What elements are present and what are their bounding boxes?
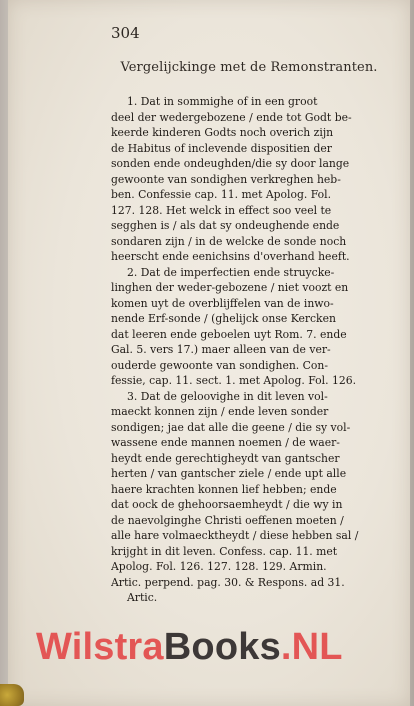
text-line: ben. Confessie cap. 11. met Apolog. Fol.	[111, 188, 332, 201]
text-line: gewoonte van sondighen verkreghen heb-	[111, 172, 341, 186]
text-line: sonden ende ondeughden/die sy door lange	[111, 157, 350, 170]
book-page	[8, 0, 410, 706]
text-line: de naevolginghe Christi oeffenen moeten /	[111, 513, 344, 527]
text-line: 1. Dat in sommighe of in een groot	[127, 95, 318, 108]
watermark-part: Wilstra	[36, 626, 164, 668]
text-line: sondigen; jae dat alle die geene / die sy vol-	[111, 420, 351, 434]
text-line: maeckt konnen zijn / ende leven sonder	[111, 405, 329, 418]
watermark-part: .NL	[280, 626, 343, 668]
text-line: segghen is / als dat sy ondeughende ende	[111, 219, 340, 232]
text-line: komen uyt de overblijffelen van de inwo-	[111, 296, 334, 310]
text-line: nende Erf-sonde / (ghelijck onse Kercken	[111, 312, 336, 325]
text-line: dat oock de ghehoorsaemheydt / die wy in	[111, 498, 343, 511]
text-line: sondaren zijn / in de welcke de sonde noch	[111, 234, 347, 248]
text-line: 127. 128. Het welck in effect soo veel te	[111, 203, 332, 217]
watermark	[36, 626, 343, 669]
text-line: keerde kinderen Godts noch overich zijn	[111, 126, 334, 139]
text-line: linghen der weder-gebozene / niet voozt en	[111, 281, 349, 294]
text-line: heerscht ende eenichsins d'overhand heeft.	[111, 250, 350, 263]
text-line: herten / van gantscher ziele / ende upt alle	[111, 467, 347, 480]
text-line: fessie, cap. 11. sect. 1. met Apolog. Fol. 126.	[111, 374, 357, 387]
text-line: Artic. perpend. pag. 30. & Respons. ad 31.	[111, 575, 345, 589]
running-head: Vergelijckinge met de Remonstranten.	[120, 60, 378, 75]
text-line: deel der wedergebozene / ende tot Godt be-	[111, 110, 352, 124]
text-line: Gal. 5. vers 17.) maer alleen van de ver-	[111, 343, 331, 356]
watermark-part: Books	[163, 626, 281, 668]
text-line: wassene ende mannen noemen / de waer-	[111, 436, 340, 449]
page-number: 304	[111, 24, 140, 42]
text-line: haere krachten konnen lief hebben; ende	[111, 482, 337, 496]
binder-clip	[0, 684, 24, 706]
text-line: 3. Dat de geloovighe in dit leven vol-	[127, 389, 328, 403]
text-line: de Habitus of inclevende dispositien der	[111, 141, 332, 155]
text-line: ouderde gewoonte van sondighen. Con-	[111, 358, 329, 372]
body-text	[111, 94, 393, 606]
text-line: krijght in dit leven. Confess. cap. 11. met	[111, 544, 338, 558]
text-line: dat leeren ende geboelen uyt Rom. 7. ende	[111, 327, 347, 341]
text-line: alle hare volmaecktheydt / diese hebben sal /	[111, 529, 359, 542]
text-line: Apolog. Fol. 126. 127. 128. 129. Armin.	[111, 560, 327, 573]
text-line: 2. Dat de imperfectien ende struycke-	[127, 265, 335, 279]
text-line: heydt ende gerechtigheydt van gantscher	[111, 451, 340, 465]
text-line: Artic.	[127, 591, 158, 604]
